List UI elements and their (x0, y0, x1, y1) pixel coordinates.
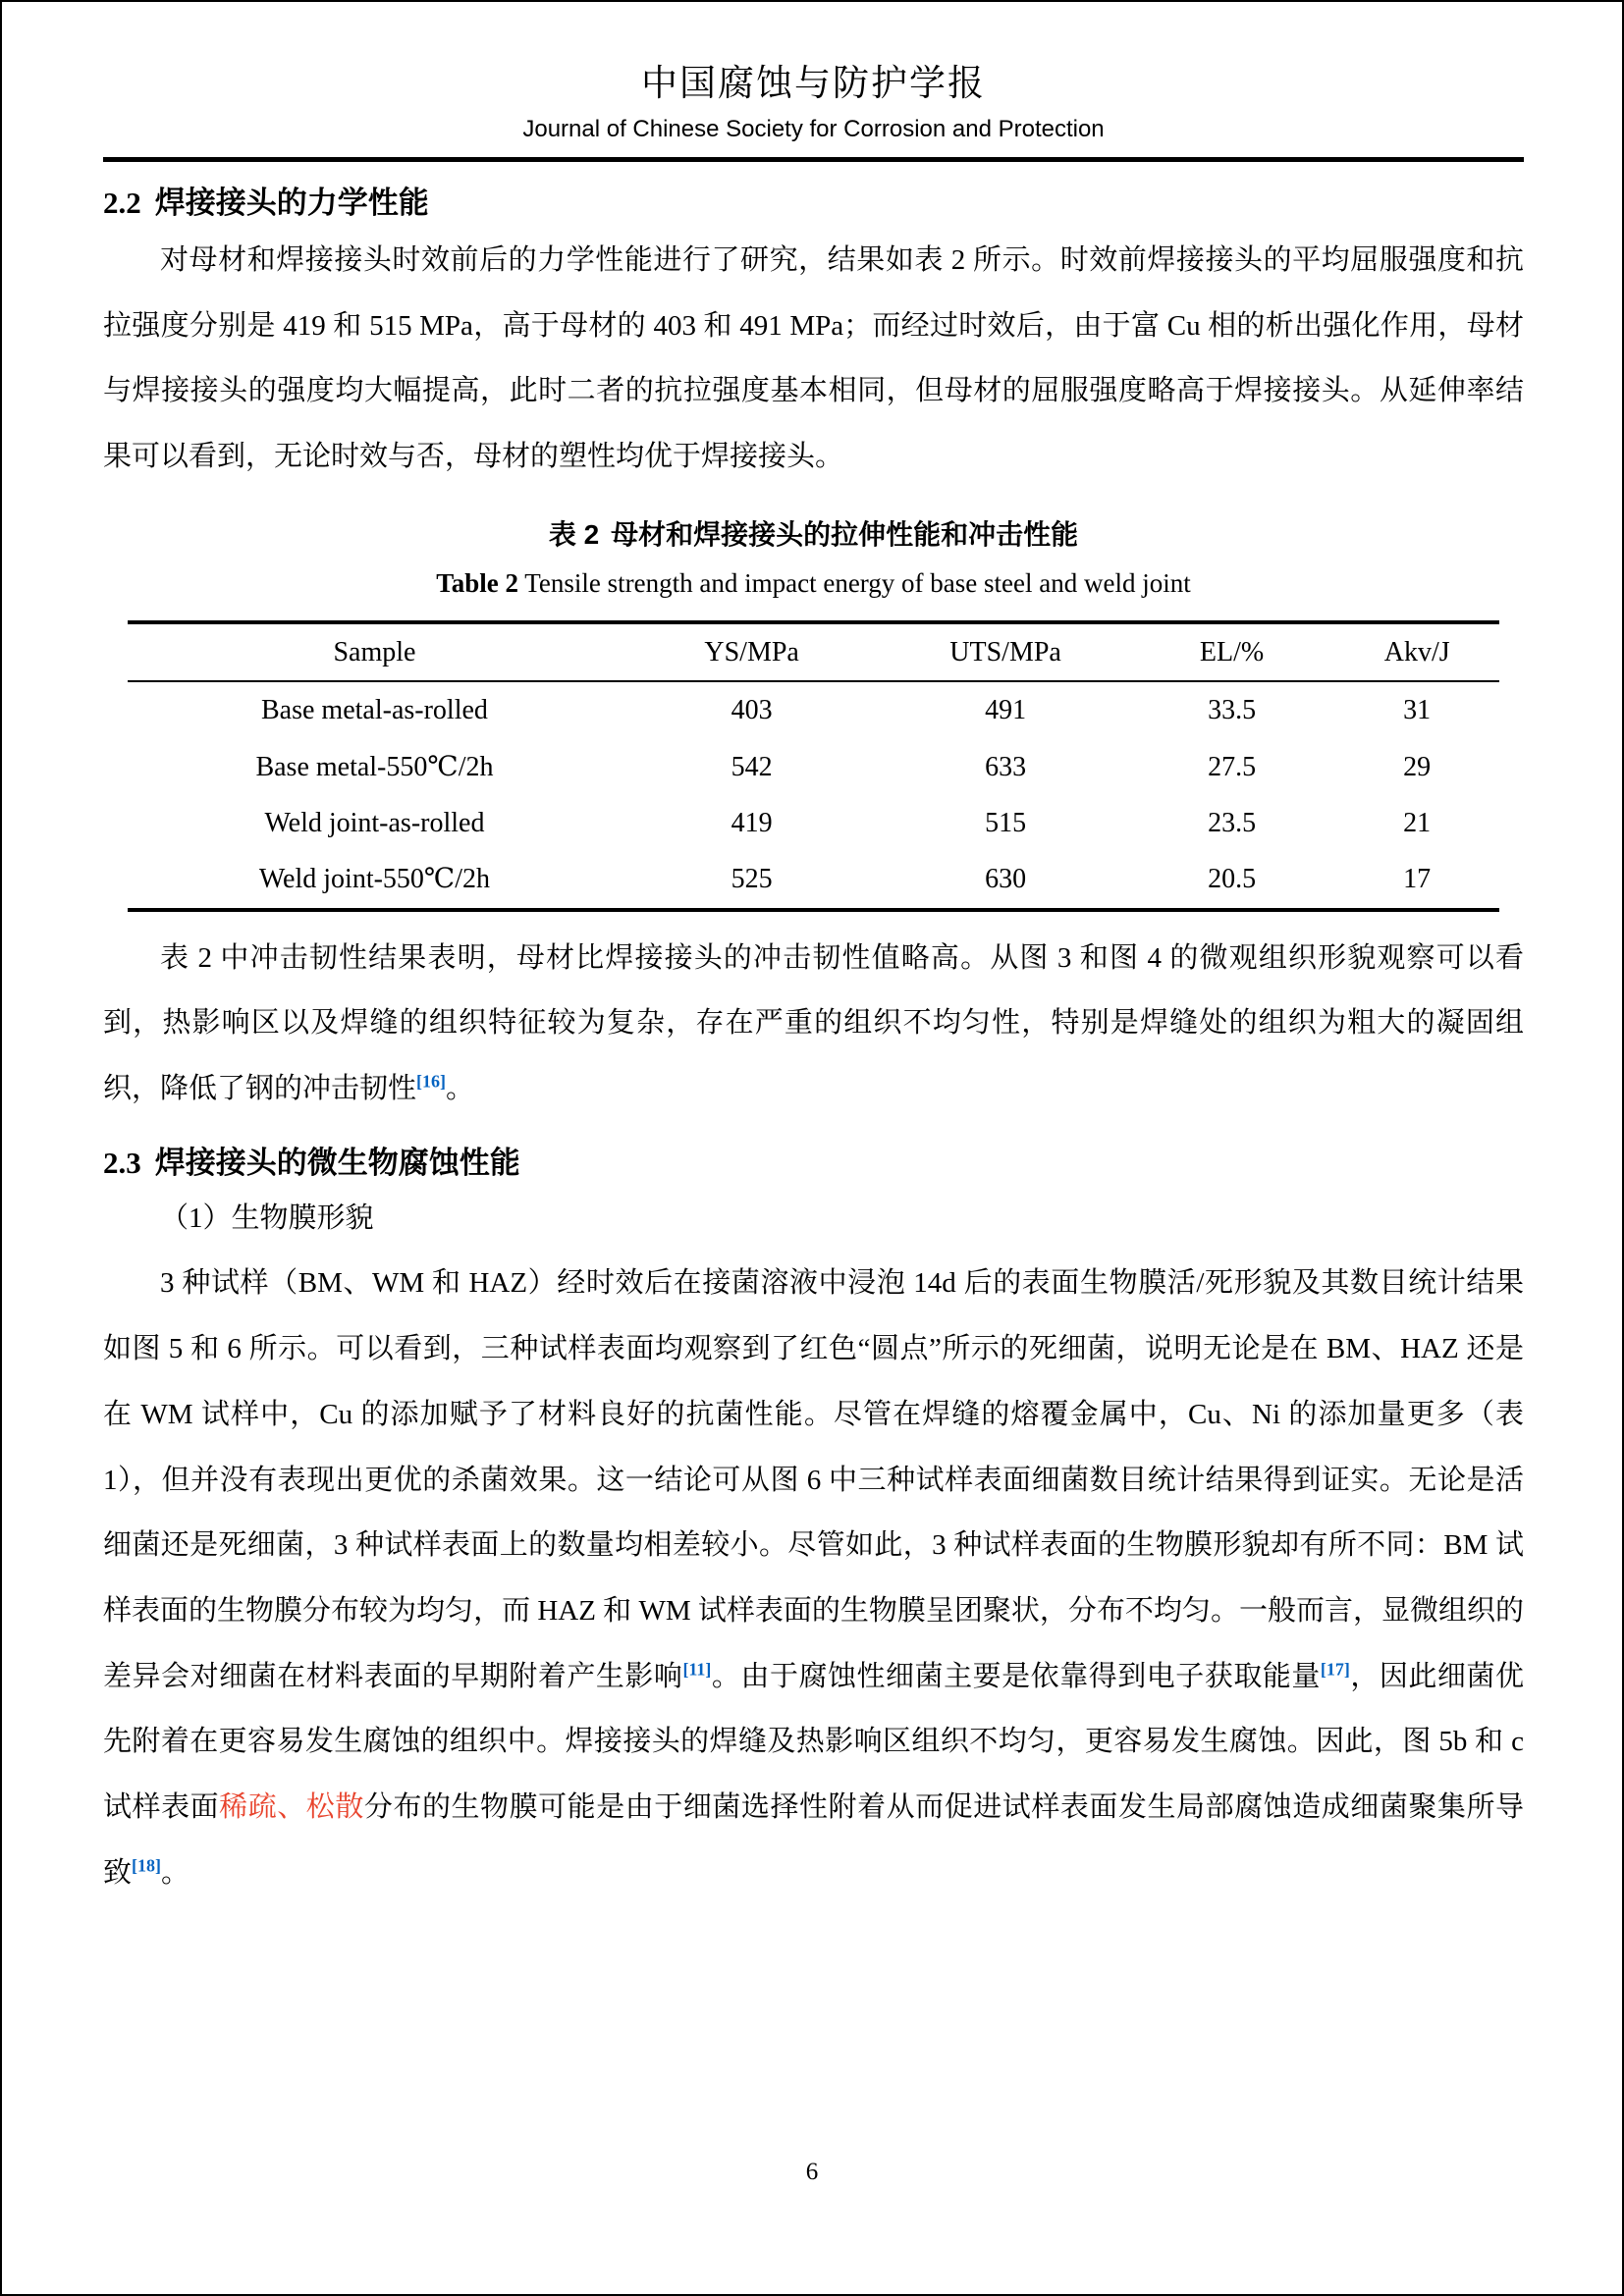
table-caption-en-text: Tensile strength and impact energy of base steel and weld joint (518, 567, 1191, 598)
paragraph-text: 。 (160, 1856, 189, 1889)
table-row (128, 795, 1499, 851)
table-cell: 33.5 (1208, 695, 1257, 726)
paragraph-text: ，因此细菌优先附着在更容易发生腐蚀的组织中。焊接接头的焊缝及热影响区组织不均匀，更容易发生腐蚀。因此，图 5b 和 c 试样表面 (103, 1660, 1524, 1823)
table-cell: Weld joint-550℃/2h (258, 864, 491, 895)
table-header-uts: UTS/MPa (949, 636, 1061, 667)
table-row (128, 681, 1499, 738)
journal-title-en: Journal of Chinese Society for Corrosion and Protection (522, 116, 1105, 142)
section-number: 2.2 (103, 186, 141, 220)
table-cell: Base metal-550℃/2h (255, 751, 494, 782)
reference-superscript-11: [11] (682, 1658, 712, 1679)
paragraph-text: 对母材和焊接接头时效前后的力学性能进行了研究，结果如表 2 所示。时效前焊接接头的平均屈服强度和抗拉强度分别是 419 和 515 MPa，高于母材的 403 和 491 MPa；而经过时效后，由于富 Cu 相的析出强化作用，母材与焊接接头的强度均大幅提高，此时二者的抗拉强度基本相同，但母材的屈服强度略高于焊接接头。从延伸率结果可以看到，无论时效与否，母材的塑性均优于焊接接头。 (103, 244, 1524, 473)
table-cell: 21 (1403, 807, 1432, 838)
section-heading-2-2 (103, 178, 1524, 222)
paragraph-text: 3 种试样（BM、WM 和 HAZ）经时效后在接菌溶液中浸泡 14d 后的表面生物膜活/死形貌及其数目统计结果如图 5 和 6 所示。可以看到，三种试样表面均观察到了红色“圆点”所示的死细菌，说明无论是在 BM、HAZ 还是在 WM 试样中，Cu 的添加赋予了材料良好的抗菌性能。尽管在焊缝的熔覆金属中，Cu、Ni 的添加量更多（表 1），但并没有表现出更优的杀菌效果。这一结论可从图 6 中三种试样表面细菌数目统计结果得到证实。无论是活细菌还是死细菌，3 种试样表面上的数量均相差较小。尽管如此，3 种试样表面的生物膜形貌却有所不同：BM 试样表面的生物膜分布较为均匀，而 HAZ 和 WM 试样表面的生物膜呈团聚状，分布不均匀。一般而言，显微组织的差异会对细菌在材料表面的早期附着产生影响 (103, 1267, 1524, 1692)
table-cell: 31 (1403, 695, 1432, 726)
table-cell: 542 (731, 751, 773, 782)
table-cell: 419 (731, 807, 773, 838)
table-caption-en (103, 568, 1524, 599)
body-paragraph-3 (103, 1251, 1524, 1905)
table-cell: 403 (731, 695, 773, 726)
body-paragraph-2 (103, 926, 1524, 1122)
table-caption-en-label: Table 2 (436, 567, 519, 598)
table-cell: 515 (985, 807, 1027, 838)
header-rule (103, 157, 1524, 162)
table-row (128, 739, 1499, 795)
table-caption-cn-text: 母材和焊接接头的拉伸性能和冲击性能 (611, 518, 1079, 550)
table-header-ys: YS/MPa (704, 636, 799, 667)
table-cell: 633 (985, 751, 1027, 782)
section-number: 2.3 (103, 1145, 141, 1180)
paragraph-text: 。 (445, 1073, 474, 1105)
journal-title-cn: 中国腐蚀与防护学报 (641, 64, 986, 104)
section-heading-2-3 (103, 1138, 1524, 1182)
red-highlight-text: 稀疏、松散 (219, 1790, 364, 1823)
table-cell: 630 (985, 864, 1027, 895)
table-cell: 20.5 (1208, 864, 1257, 895)
table-caption-cn (103, 513, 1524, 553)
table-row (128, 851, 1499, 909)
table-cell: Base metal-as-rolled (261, 695, 488, 726)
section-title-text: 焊接接头的微生物腐蚀性能 (154, 1145, 520, 1180)
tensile-impact-table (128, 620, 1499, 912)
table-cell: 27.5 (1208, 751, 1257, 782)
paragraph-text: 。由于腐蚀性细菌主要是依靠得到电子获取能量 (711, 1660, 1321, 1692)
reference-superscript-17: [17] (1320, 1658, 1350, 1679)
body-paragraph-1 (103, 228, 1524, 490)
table-caption-cn-label: 表 2 (548, 518, 600, 550)
reference-superscript-16: [16] (416, 1071, 446, 1092)
page-number: 6 (805, 2159, 819, 2185)
table-header-akv: Akv/J (1383, 636, 1450, 667)
section-title-text: 焊接接头的力学性能 (154, 186, 429, 220)
table-header-row (128, 622, 1499, 681)
table-cell: 29 (1403, 751, 1432, 782)
table-header-sample: Sample (333, 636, 416, 667)
table-cell: 491 (985, 695, 1027, 726)
paragraph-text: 分布的生物膜可能是由于细菌选择性附着从而促进试样表面发生局部腐蚀造成细菌聚集所导致 (103, 1790, 1524, 1889)
table-cell: 525 (731, 864, 773, 895)
table-header-el: EL/% (1199, 636, 1265, 667)
table-cell: 17 (1403, 864, 1432, 895)
table-cell: 23.5 (1208, 807, 1257, 838)
table-cell: Weld joint-as-rolled (264, 807, 485, 838)
subsection-label-biofilm: （1）生物膜形貌 (160, 1201, 374, 1234)
reference-superscript-18: [18] (132, 1854, 161, 1875)
paragraph-text: 表 2 中冲击韧性结果表明，母材比焊接接头的冲击韧性值略高。从图 3 和图 4 的微观组织形貌观察可以看到，热影响区以及焊缝的组织特征较为复杂，存在严重的组织不均匀性，特别是焊缝处的组织为粗大的凝固组织，降低了钢的冲击韧性 (103, 941, 1524, 1105)
